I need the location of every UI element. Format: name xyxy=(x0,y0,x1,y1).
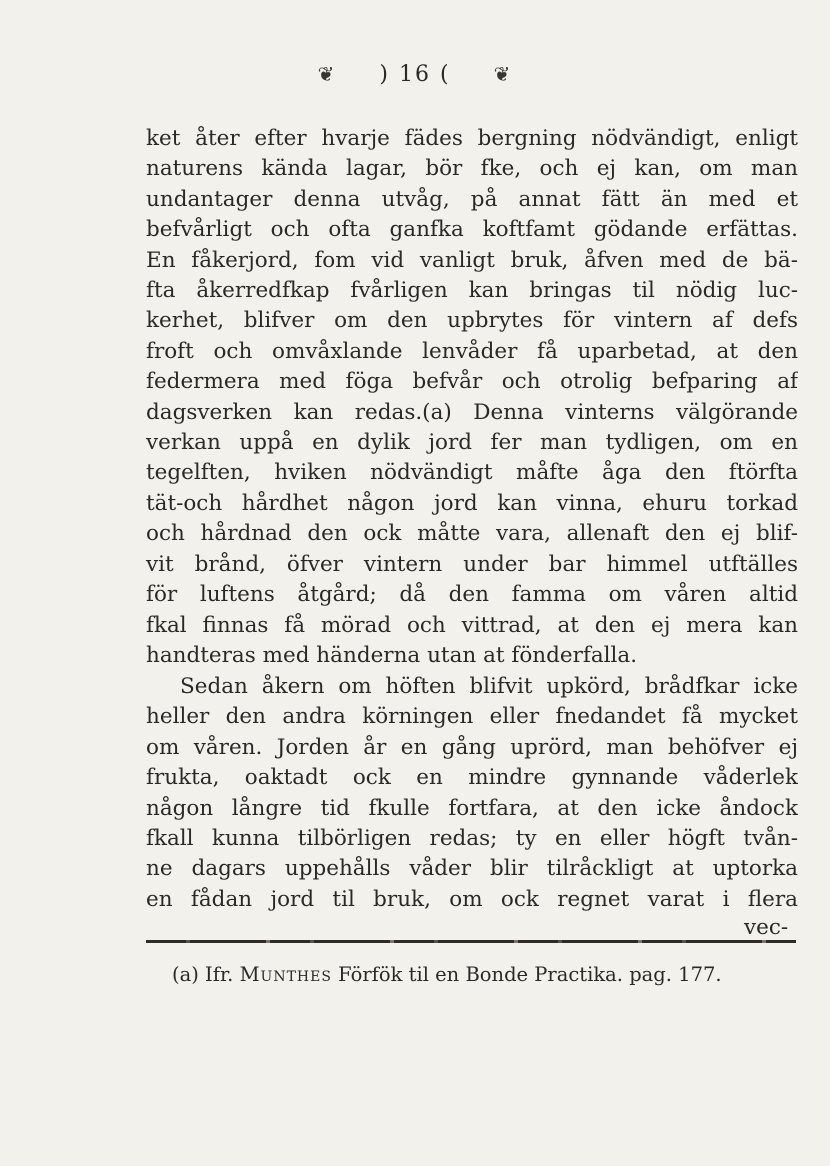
text-line: froft och omvåxlande lenvåder få uparbetad, at den xyxy=(146,338,798,364)
text-line: fkal finnas få mörad och vittrad, at den ej mera kan xyxy=(146,612,798,638)
text-line: dagsverken kan redas.(a) Denna vinterns välgörande xyxy=(146,399,798,425)
text-line: en fådan jord til bruk, om ock regnet varat i flera xyxy=(146,886,798,912)
page-number: ) 16 ( xyxy=(379,62,451,87)
text-line: för luftens åtgård; då den famma om våren altid xyxy=(146,582,798,608)
text-line: någon långre tid fkulle fortfara, at den icke åndock xyxy=(146,795,798,821)
text-line: federmera med föga befvår och otrolig befparing af xyxy=(146,369,798,395)
text-line: om våren. Jorden år en gång uprörd, man behöfver ej xyxy=(146,734,798,760)
text-line: fta åkerredfkap fvårligen kan bringas til nödig luc- xyxy=(146,278,798,304)
text-line: heller den andra körningen eller fnedandet få mycket xyxy=(146,704,798,730)
footnote-author: Munthes xyxy=(239,963,332,986)
paragraph-1 xyxy=(146,124,798,671)
text-line: ne dagars uppehålls våder blir tilråckligt at uptorka xyxy=(146,856,798,882)
text-line: frukta, oaktadt ock en mindre gynnande våderlek xyxy=(146,765,798,791)
fleuron-left-icon: ❦ xyxy=(317,62,337,86)
catchword: vec- xyxy=(744,915,789,940)
footnote xyxy=(172,963,798,986)
fleuron-right-icon: ❦ xyxy=(493,62,513,86)
text-line: kerhet, blifver om den upbrytes för vintern af defs xyxy=(146,308,798,334)
text-line: verkan uppå en dylik jord fer man tydligen, om en xyxy=(146,430,798,456)
text-line: tät-och hårdhet någon jord kan vinna, ehuru torkad xyxy=(146,490,798,516)
page-header xyxy=(0,62,830,87)
paragraph-2 xyxy=(146,672,798,915)
text-line: Sedan åkern om höften blifvit upkörd, brådfkar icke xyxy=(180,674,798,699)
footnote-marker: (a) xyxy=(172,963,199,986)
footnote-prefix: Ifr. xyxy=(205,963,234,986)
footnote-text: Förfök til en Bonde Practika. pag. 177. xyxy=(338,963,722,986)
text-line: och hårdnad den ock måtte vara, allenaft den ej blif- xyxy=(146,521,798,547)
text-line: undantager denna utvåg, på annat fätt än med et xyxy=(146,186,798,212)
text-line: naturens kända lagar, bör fke, och ej kan, om man xyxy=(146,156,798,182)
text-line: vit brånd, öfver vintern under bar himmel utftälles xyxy=(146,551,798,577)
text-line: befvårligt och ofta ganfka koftfamt gödande erfättas. xyxy=(146,217,798,243)
text-line: fkall kunna tilbörligen redas; ty en eller högft tvån- xyxy=(146,826,798,852)
footnote-rule xyxy=(146,940,796,943)
text-line: handteras med händerna utan at fönderfalla. xyxy=(146,642,638,668)
text-line: En fåkerjord, fom vid vanligt bruk, åfven med de bä- xyxy=(146,247,798,273)
text-line: tegelften, hviken nödvändigt måfte åga den ftörfta xyxy=(146,460,798,486)
text-line: ket åter efter hvarje fädes bergning nödvändigt, enligt xyxy=(146,126,798,151)
